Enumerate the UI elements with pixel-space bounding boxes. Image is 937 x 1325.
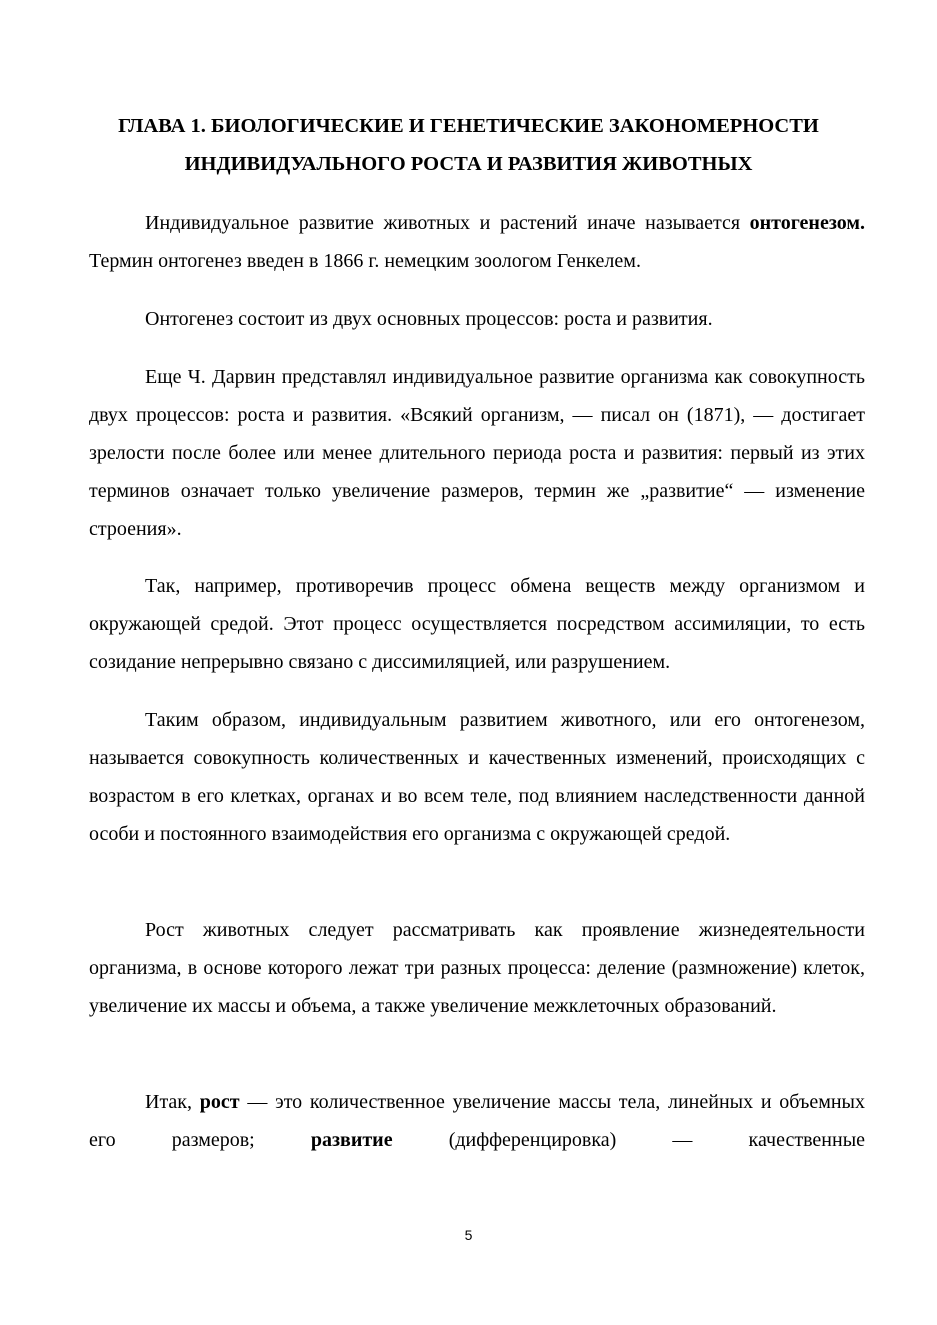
paragraph-darwin: Еще Ч. Дарвин представлял индивидуальное развитие организма как совокупность двух процессов: роста и развития. «Всякий организм, — писал он (1871), — достигает зрелости после более или менее длительного периода роста и развития: первый из этих терминов означает только увеличение размеров, термин же „развитие“ — изменение строения».	[89, 366, 865, 540]
page-number: 5	[464, 1227, 473, 1243]
paragraph-ontogenesis-processes: Онтогенез состоит из двух основных процессов: роста и развития.	[145, 308, 713, 330]
paragraph-metabolism: Так, например, противоречив процесс обмена веществ между организмом и окружающей средой. Этот процесс осуществляется посредством ассимиляции, то есть созидание непрерывно связано с диссимиляцией, или разрушением.	[89, 575, 865, 673]
paragraph-individual-development: Таким образом, индивидуальным развитием животного, или его онтогенезом, называется совокупность количественных и качественных изменений, происходящих с возрастом в его клетках, органах и во всем теле, под влиянием наследственности данной особи и постоянного взаимодействия его организма с окружающей средой.	[89, 709, 865, 845]
paragraph-ontogenesis-definition	[89, 204, 865, 280]
term-development: развитие	[310, 1129, 393, 1151]
p7-text-2: — это количественное увеличение массы тела, линейных и объемных его размеров;	[89, 1091, 865, 1151]
p7-text-3: (дифференцировка) — качественные	[392, 1129, 866, 1151]
p1-text-after: Термин онтогенез введен в 1866 г. немецким зоологом Генкелем.	[89, 250, 641, 272]
chapter-heading	[60, 107, 877, 183]
chapter-heading-line-2: ИНДИВИДУАЛЬНОГО РОСТА И РАЗВИТИЯ ЖИВОТНЫХ	[184, 153, 753, 175]
term-ontogenesis: онтогенезом.	[749, 212, 865, 234]
term-growth: рост	[199, 1091, 240, 1113]
p7-text-1: Итак,	[145, 1091, 200, 1113]
p1-text-before: Индивидуальное развитие животных и растений иначе называется	[145, 212, 750, 234]
paragraph-animal-growth: Рост животных следует рассматривать как проявление жизнедеятельности организма, в основе которого лежат три разных процесса: деление (размножение) клеток, увеличение их массы и объема, а также увеличение межклеточных образований.	[89, 919, 865, 1017]
chapter-heading-line-1: ГЛАВА 1. БИОЛОГИЧЕСКИЕ И ГЕНЕТИЧЕСКИЕ ЗАКОНОМЕРНОСТИ	[118, 115, 819, 137]
paragraph-growth-development-definition	[89, 1083, 865, 1159]
